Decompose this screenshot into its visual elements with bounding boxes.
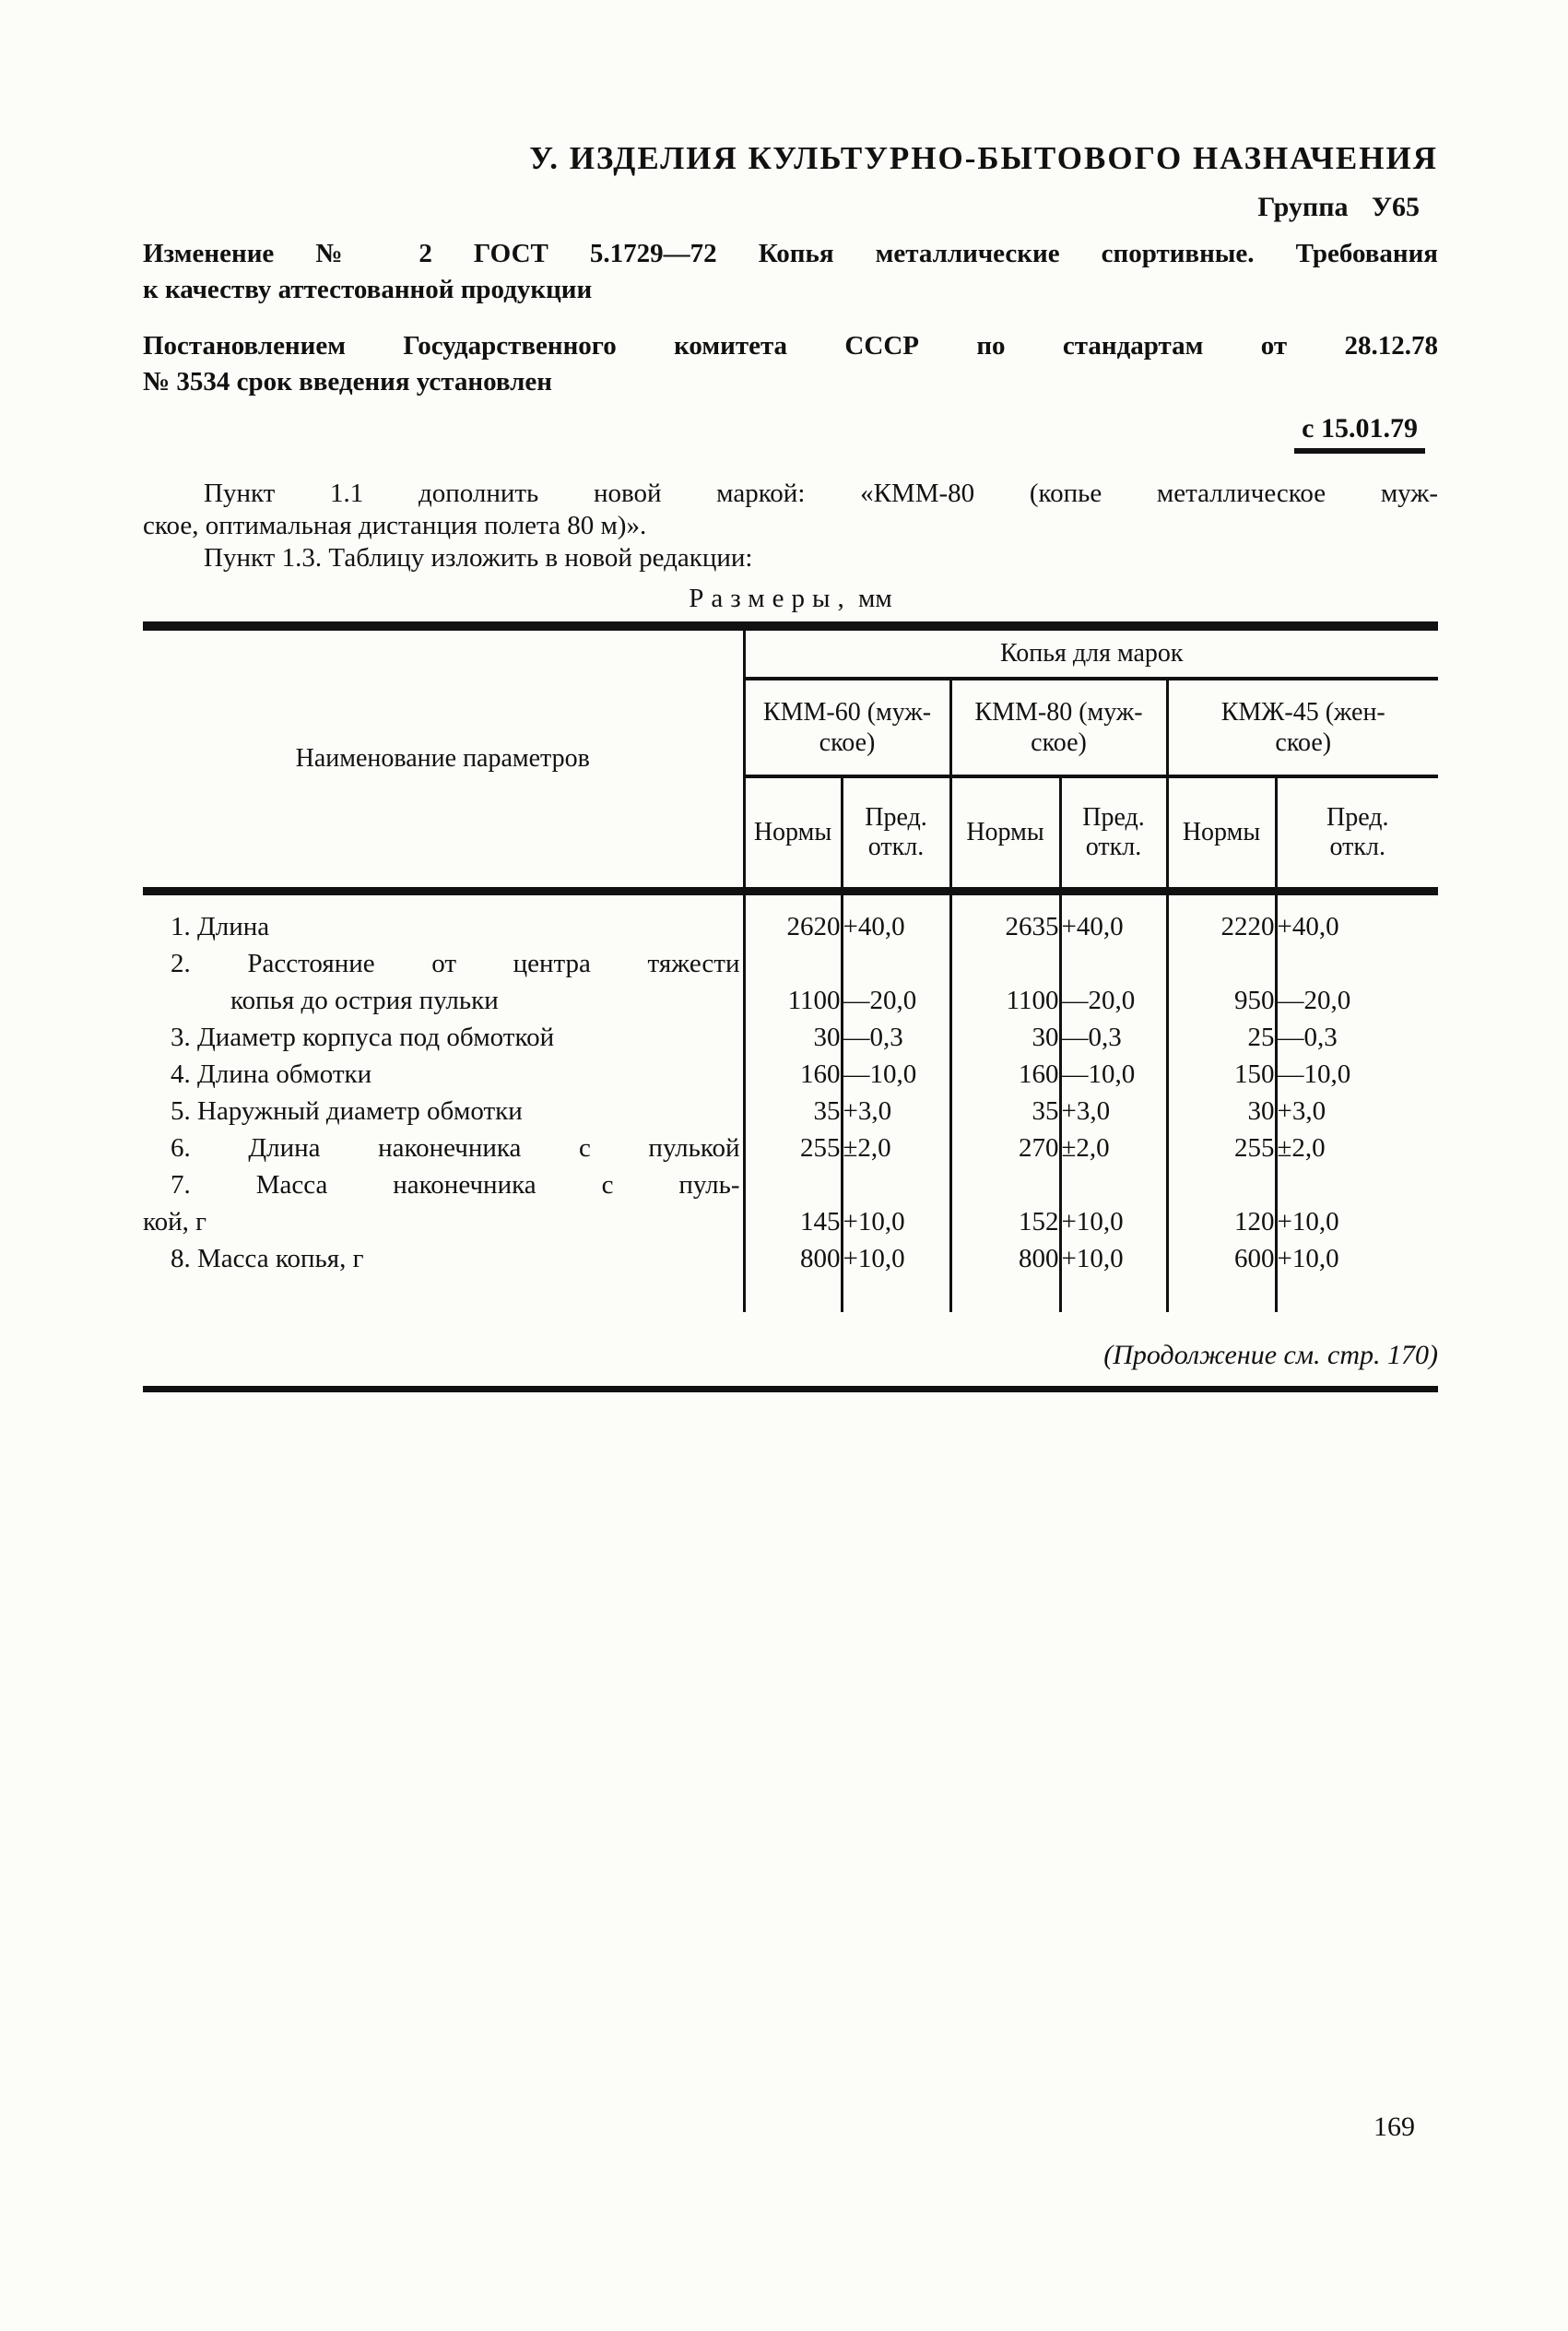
dev-value-cell: +3,0 xyxy=(1060,1093,1167,1130)
norm-value-cell: 800 xyxy=(950,1240,1060,1312)
amendment-heading xyxy=(143,236,1438,308)
item-1-3-line: Пункт 1.3. Таблицу изложить в новой редакции: xyxy=(204,543,753,573)
dev-value-cell: ±2,0 xyxy=(1060,1130,1167,1166)
dev-value-cell: +10,0 xyxy=(1060,1240,1167,1312)
dev-value-cell: +10,0 xyxy=(1277,1207,1339,1236)
param-line: 4. Длина обмотки xyxy=(171,1059,372,1089)
dev-value-cell: —0,3 xyxy=(842,1019,950,1056)
param-cell xyxy=(143,892,744,946)
dev-value-cell: +10,0 xyxy=(842,1240,950,1312)
norm-value-cell: 30 xyxy=(950,1019,1060,1056)
section-title: У. ИЗДЕЛИЯ КУЛЬТУРНО-БЫТОВОГО НАЗНАЧЕНИЯ xyxy=(529,140,1438,176)
amendment-heading-line: Изменение № 2 ГОСТ 5.1729—72 Копья металлические спортивные. Требования xyxy=(143,239,1438,268)
item-1-1-line: ское, оптимальная дистанция полета 80 м)». xyxy=(143,511,647,540)
dev-value-cell: +40,0 xyxy=(1277,912,1339,941)
norm-header-cell: Нормы xyxy=(1167,776,1276,892)
group-header-line: КМЖ-45 (жен- xyxy=(1220,698,1385,727)
amendment-heading-line: к качеству аттестованной продукции xyxy=(143,275,593,304)
norm-value-cell: 1100 xyxy=(950,945,1060,1019)
dev-value-cell: —10,0 xyxy=(1060,1056,1167,1093)
param-cell xyxy=(143,945,744,1019)
dev-header-line: откл. xyxy=(1085,833,1142,861)
group-header-cell xyxy=(950,679,1167,776)
norm-value-cell: 30 xyxy=(744,1019,842,1056)
norm-value-cell: 800 xyxy=(744,1240,842,1312)
table-caption-word: Размеры, xyxy=(689,584,852,613)
param-line: 1. Длина xyxy=(171,912,270,941)
dev-header-line: Пред. xyxy=(1082,803,1145,832)
param-cell xyxy=(143,1093,744,1130)
dev-value-cell: +10,0 xyxy=(1277,1244,1339,1273)
dev-value-cell: ±2,0 xyxy=(842,1130,950,1166)
param-line: 7. Масса наконечника с пуль- xyxy=(171,1170,740,1200)
dev-value-cell: +3,0 xyxy=(1277,1096,1326,1126)
param-line: 3. Диаметр корпуса под обмоткой xyxy=(171,1023,555,1052)
group-header-line: ское) xyxy=(819,728,876,757)
dev-header-cell xyxy=(1276,776,1438,892)
group-header-cell xyxy=(1167,679,1438,776)
norm-value-cell: 270 xyxy=(950,1130,1060,1166)
group-label: Группа У65 xyxy=(1257,192,1420,222)
norm-value-cell: 35 xyxy=(744,1093,842,1130)
param-cell xyxy=(143,1166,744,1240)
dev-value-cell: +40,0 xyxy=(1060,892,1167,946)
dev-value-cell: —20,0 xyxy=(1277,986,1351,1015)
norm-value-cell: 950 xyxy=(1167,945,1276,1019)
norm-value-cell: 600 xyxy=(1167,1240,1276,1312)
param-line: 8. Масса копья, г xyxy=(171,1244,364,1273)
table-row xyxy=(143,892,1438,946)
norm-value-cell: 152 xyxy=(950,1166,1060,1240)
param-line: 6. Длина наконечника с пулькой xyxy=(171,1133,740,1163)
dev-value-cell: —0,3 xyxy=(1277,1023,1338,1052)
group-header-line: КММ-60 (муж- xyxy=(762,698,932,727)
norm-header-cell: Нормы xyxy=(744,776,842,892)
dev-header-line: Пред. xyxy=(1326,803,1389,832)
param-cell xyxy=(143,1056,744,1093)
item-1-1-line: Пункт 1.1 дополнить новой маркой: «КММ-80 (копье металлическое муж- xyxy=(204,479,1438,508)
norm-value-cell: 2220 xyxy=(1167,892,1276,946)
table-row xyxy=(143,1056,1438,1093)
table-row xyxy=(143,945,1438,1019)
table-caption-unit: мм xyxy=(858,584,892,613)
dev-value-cell: —20,0 xyxy=(1060,945,1167,1019)
group-header-line: КММ-80 (муж- xyxy=(974,698,1143,727)
norm-value-cell: 255 xyxy=(1167,1130,1276,1166)
param-cell xyxy=(143,1240,744,1312)
table-row xyxy=(143,1019,1438,1056)
dev-value-cell: +40,0 xyxy=(842,892,950,946)
param-cell xyxy=(143,1130,744,1166)
dev-value-cell: +10,0 xyxy=(842,1166,950,1240)
group-header-line: ское) xyxy=(1031,728,1087,757)
norm-value-cell: 25 xyxy=(1167,1019,1276,1056)
group-span-header-cell: Копья для марок xyxy=(744,626,1438,679)
param-line: 5. Наружный диаметр обмотки xyxy=(171,1096,523,1126)
dev-value-cell: —0,3 xyxy=(1060,1019,1167,1056)
norm-value-cell: 120 xyxy=(1167,1166,1276,1240)
param-cell xyxy=(143,1019,744,1056)
decree-line: Постановлением Государственного комитета СССР по стандартам от 28.12.78 xyxy=(143,331,1438,361)
norm-value-cell: 1100 xyxy=(744,945,842,1019)
norm-value-cell: 2635 xyxy=(950,892,1060,946)
bottom-rule xyxy=(143,1386,1438,1392)
group-header-cell xyxy=(744,679,950,776)
dev-value-cell: ±2,0 xyxy=(1277,1133,1326,1163)
page-number: 169 xyxy=(1373,2112,1415,2142)
dev-value-cell: —10,0 xyxy=(842,1056,950,1093)
param-line: 2. Расстояние от центра тяжести xyxy=(171,949,740,978)
decree-paragraph xyxy=(143,328,1438,400)
table-header-row-span xyxy=(143,626,1438,679)
dev-value-cell: +10,0 xyxy=(1060,1166,1167,1240)
dev-value-cell: —10,0 xyxy=(1277,1059,1351,1089)
norm-header-cell: Нормы xyxy=(950,776,1060,892)
table-row xyxy=(143,1130,1438,1166)
norm-value-cell: 145 xyxy=(744,1166,842,1240)
norm-value-cell: 2620 xyxy=(744,892,842,946)
table-row xyxy=(143,1240,1438,1312)
norm-value-cell: 35 xyxy=(950,1093,1060,1130)
param-header-cell: Наименование параметров xyxy=(143,626,744,892)
dev-header-line: Пред. xyxy=(865,803,927,832)
norm-value-cell: 255 xyxy=(744,1130,842,1166)
table-row xyxy=(143,1166,1438,1240)
param-line: кой, г xyxy=(143,1207,207,1236)
dimensions-table xyxy=(143,621,1438,1312)
continuation-note: (Продолжение см. стр. 170) xyxy=(1103,1340,1438,1370)
effective-date-text: с 15.01.79 xyxy=(1294,413,1425,454)
table-caption xyxy=(143,584,1438,614)
item-1-1-paragraph xyxy=(143,478,1438,542)
dev-header-line: откл. xyxy=(867,833,925,861)
group-header-line: ское) xyxy=(1275,728,1332,757)
dev-value-cell: +3,0 xyxy=(842,1093,950,1130)
item-1-3-paragraph xyxy=(143,542,1438,574)
dev-header-cell xyxy=(1060,776,1167,892)
param-line: копья до острия пульки xyxy=(230,986,499,1015)
norm-value-cell: 30 xyxy=(1167,1093,1276,1130)
effective-date xyxy=(143,413,1438,454)
dev-header-cell xyxy=(842,776,950,892)
table-row xyxy=(143,1093,1438,1130)
dev-value-cell: —20,0 xyxy=(842,945,950,1019)
dev-header-line: откл. xyxy=(1329,833,1385,861)
norm-value-cell: 160 xyxy=(950,1056,1060,1093)
decree-line: № 3534 срок введения установлен xyxy=(143,367,553,396)
text-column xyxy=(143,0,1438,1392)
norm-value-cell: 150 xyxy=(1167,1056,1276,1093)
norm-value-cell: 160 xyxy=(744,1056,842,1093)
